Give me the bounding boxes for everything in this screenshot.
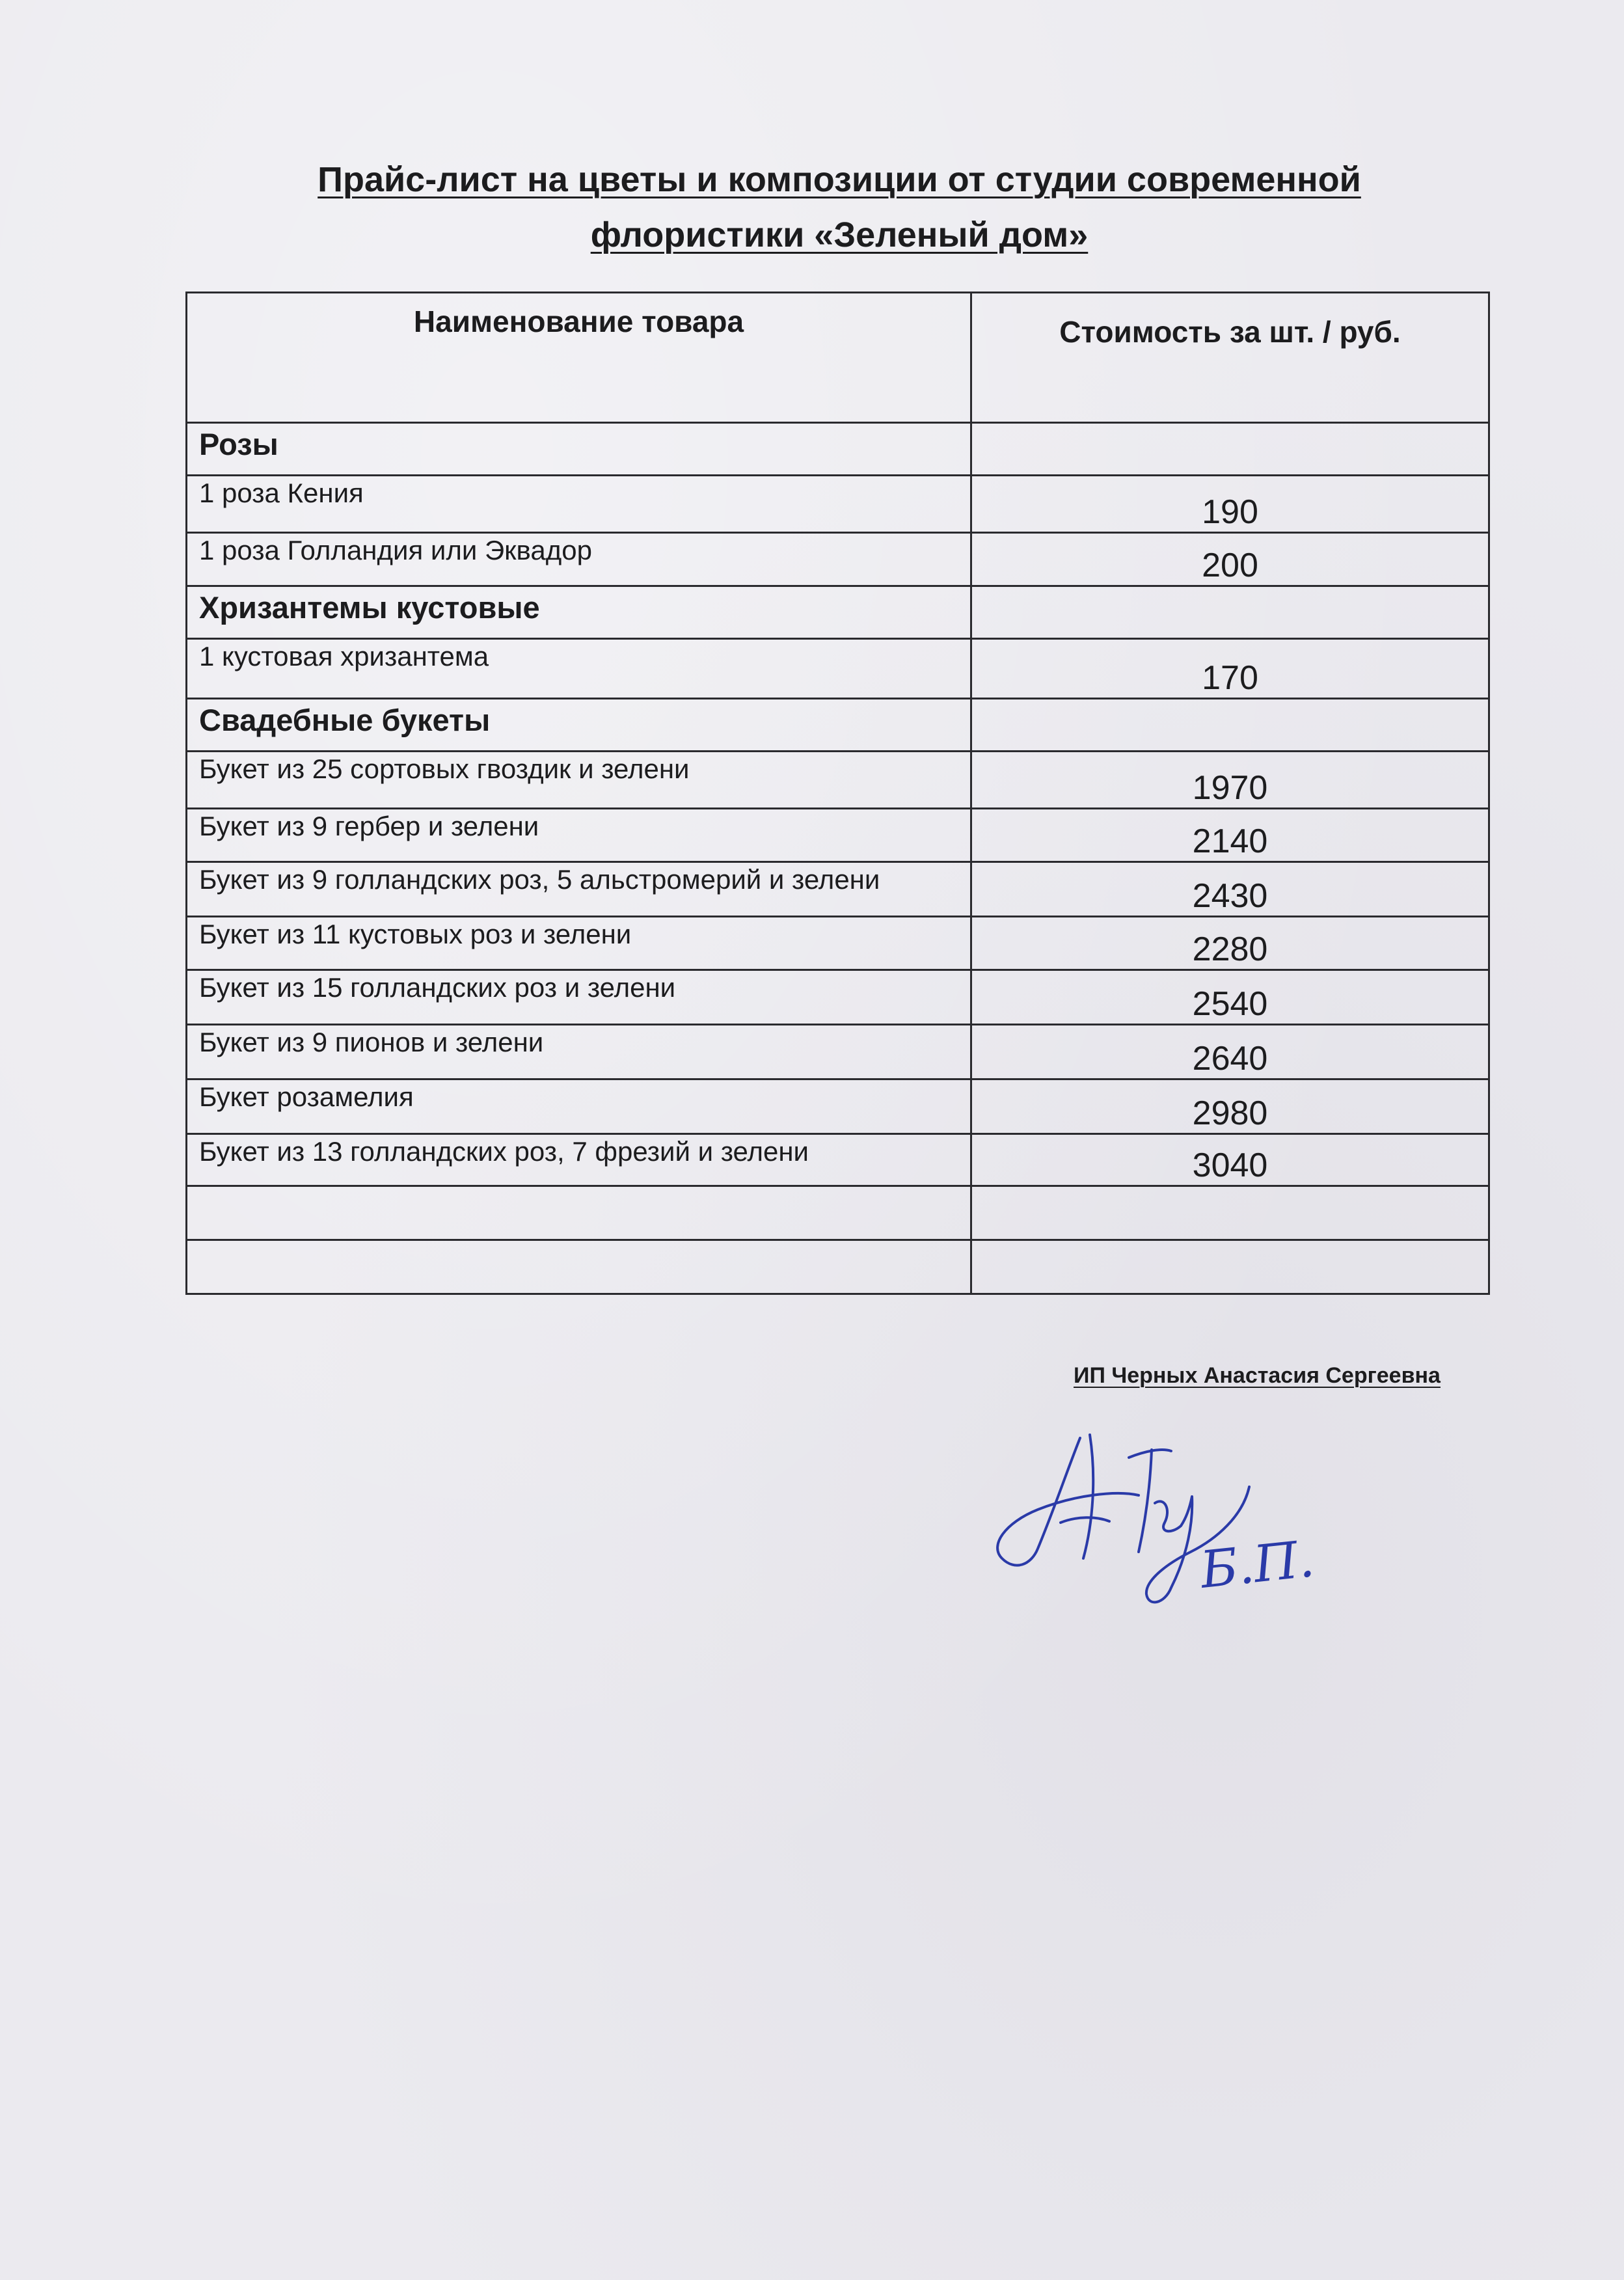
category-label: Хризантемы кустовые bbox=[187, 586, 971, 639]
document-title-line-1: Прайс-лист на цветы и композиции от студии современной bbox=[318, 160, 1361, 199]
column-header-price: Стоимость за шт. / руб. bbox=[971, 293, 1489, 423]
category-row bbox=[187, 423, 1489, 476]
table-row bbox=[187, 917, 1489, 970]
table-row bbox=[187, 809, 1489, 862]
table-row bbox=[187, 970, 1489, 1025]
table-row bbox=[187, 1079, 1489, 1134]
item-name: 1 роза Голландия или Эквадор bbox=[187, 533, 971, 586]
item-name: Букет розамелия bbox=[187, 1079, 971, 1134]
item-price: 1970 bbox=[971, 752, 1489, 809]
stamp-note: Б.П. bbox=[1197, 1530, 1318, 1600]
item-price: 170 bbox=[971, 639, 1489, 699]
empty-row bbox=[187, 1186, 1489, 1240]
item-name: Букет из 13 голландских роз, 7 фрезий и зелени bbox=[187, 1134, 971, 1186]
empty-cell bbox=[971, 1240, 1489, 1294]
category-price-cell bbox=[971, 423, 1489, 476]
column-header-name: Наименование товара bbox=[187, 293, 971, 423]
item-name: Букет из 15 голландских роз и зелени bbox=[187, 970, 971, 1025]
table-row bbox=[187, 862, 1489, 917]
item-name: Букет из 9 пионов и зелени bbox=[187, 1025, 971, 1079]
price-table bbox=[185, 292, 1490, 1295]
table-row bbox=[187, 476, 1489, 533]
document-title-line-2: флористики «Зеленый дом» bbox=[590, 215, 1089, 254]
item-price: 3040 bbox=[971, 1134, 1489, 1186]
category-row bbox=[187, 699, 1489, 752]
empty-cell bbox=[187, 1240, 971, 1294]
table-row bbox=[187, 639, 1489, 699]
item-price: 200 bbox=[971, 533, 1489, 586]
handwritten-signature bbox=[976, 1418, 1301, 1627]
item-name: 1 роза Кения bbox=[187, 476, 971, 533]
category-row bbox=[187, 586, 1489, 639]
category-price-cell bbox=[971, 586, 1489, 639]
empty-row bbox=[187, 1240, 1489, 1294]
category-label: Розы bbox=[187, 423, 971, 476]
category-price-cell bbox=[971, 699, 1489, 752]
table-row bbox=[187, 1134, 1489, 1186]
item-name: Букет из 11 кустовых роз и зелени bbox=[187, 917, 971, 970]
item-price: 2280 bbox=[971, 917, 1489, 970]
signer-name: ИП Черных Анастасия Сергеевна bbox=[1074, 1363, 1441, 1388]
table-row bbox=[187, 1025, 1489, 1079]
item-price: 2980 bbox=[971, 1079, 1489, 1134]
item-price: 2540 bbox=[971, 970, 1489, 1025]
item-price: 2640 bbox=[971, 1025, 1489, 1079]
table-row bbox=[187, 533, 1489, 586]
item-name: 1 кустовая хризантема bbox=[187, 639, 971, 699]
category-label: Свадебные букеты bbox=[187, 699, 971, 752]
empty-cell bbox=[187, 1186, 971, 1240]
item-price: 2140 bbox=[971, 809, 1489, 862]
table-header-row bbox=[187, 293, 1489, 423]
item-price: 190 bbox=[971, 476, 1489, 533]
item-name: Букет из 25 сортовых гвоздик и зелени bbox=[187, 752, 971, 809]
empty-cell bbox=[971, 1186, 1489, 1240]
item-price: 2430 bbox=[971, 862, 1489, 917]
item-name: Букет из 9 голландских роз, 5 альстромерий и зелени bbox=[187, 862, 971, 917]
item-name: Букет из 9 гербер и зелени bbox=[187, 809, 971, 862]
table-row bbox=[187, 752, 1489, 809]
